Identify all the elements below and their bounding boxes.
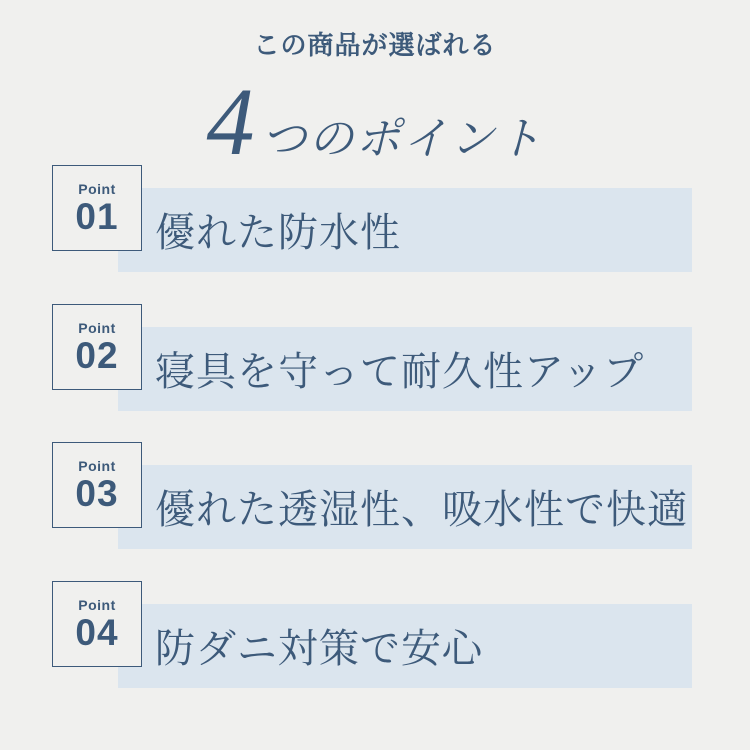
point-number: 04: [75, 611, 119, 653]
point-text: 防ダニ対策で安心: [155, 625, 483, 671]
point-label: Point: [78, 457, 116, 474]
point-number: 03: [75, 472, 119, 514]
point-number-box: [52, 304, 142, 390]
point-row-01: [0, 165, 750, 273]
point-label: Point: [78, 319, 116, 336]
point-band: [118, 604, 692, 688]
point-band: [118, 327, 692, 411]
point-band: [118, 188, 692, 272]
page-title: [0, 68, 750, 175]
point-row-03: [0, 442, 750, 550]
point-number: 02: [75, 334, 119, 376]
page-subtitle: この商品が選ばれる: [253, 31, 497, 60]
point-number-box: [52, 165, 142, 251]
point-number-box: [52, 581, 142, 667]
point-text: 優れた透湿性、吸水性で快適: [155, 486, 688, 532]
point-label: Point: [78, 180, 116, 197]
point-row-02: [0, 304, 750, 412]
page-title-number: 4: [206, 68, 255, 175]
point-row-04: [0, 581, 750, 689]
point-number: 01: [75, 195, 119, 237]
point-label: Point: [78, 596, 116, 613]
point-band: [118, 465, 692, 549]
point-number-box: [52, 442, 142, 528]
point-text: 優れた防水性: [155, 209, 401, 255]
point-text: 寝具を守って耐久性アップ: [155, 348, 645, 394]
page-title-text: つのポイント: [261, 114, 544, 164]
